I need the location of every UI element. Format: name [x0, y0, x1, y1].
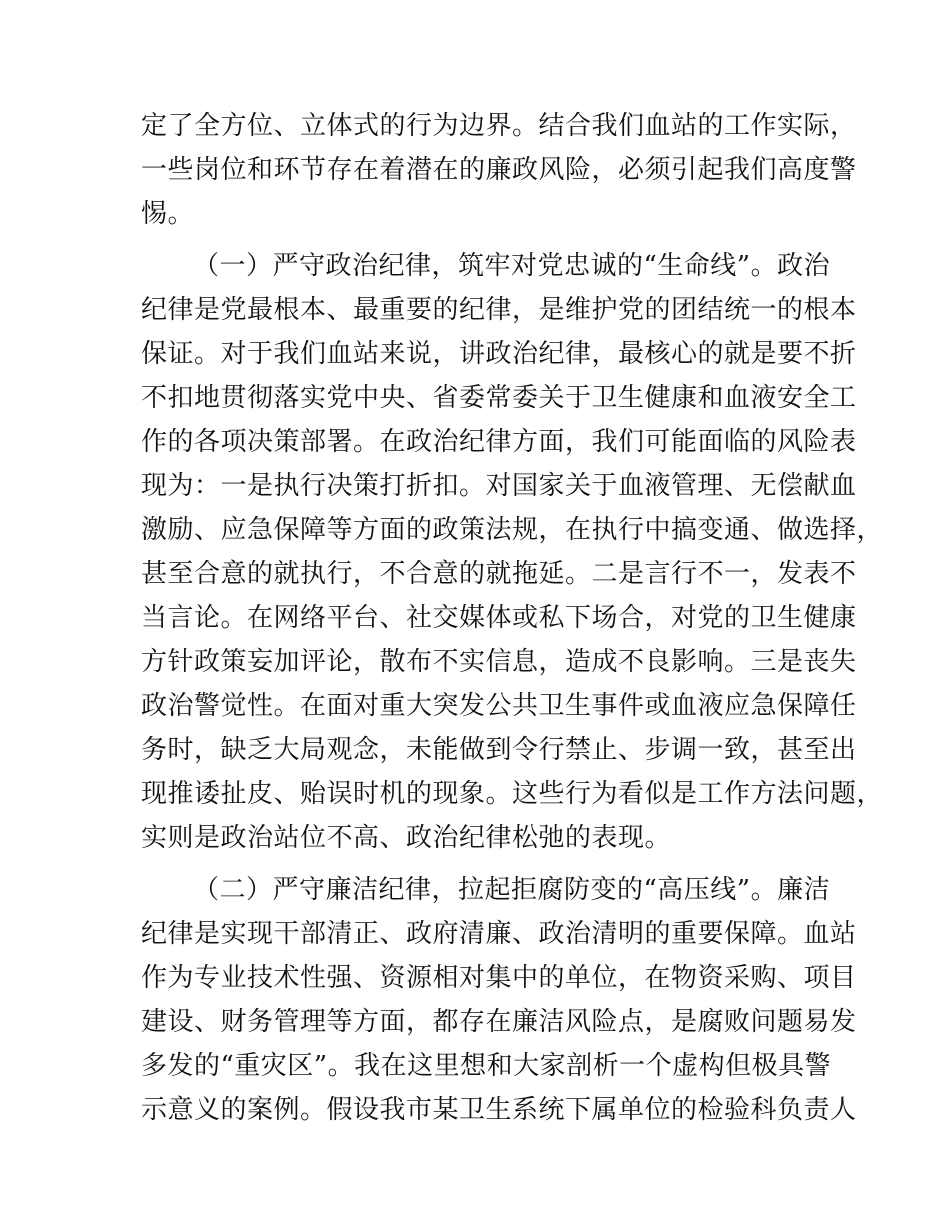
paragraph-start-line: （一）严守政治纪律，筑牢对党忠诚的“生命线”。政治	[193, 251, 831, 281]
text-line: 建设、财务管理等方面，都存在廉洁风险点，是腐败问题易发	[141, 1007, 857, 1037]
paragraph-start-line: （二）严守廉洁纪律，拉起拒腐防变的“高压线”。廉洁	[193, 875, 831, 905]
text-line: 惕。	[141, 199, 195, 229]
text-line: 一些岗位和环节存在着潜在的廉政风险，必须引起我们高度警	[141, 155, 857, 185]
text-line: 当言论。在网络平台、社交媒体或私下场合，对党的卫生健康	[141, 603, 857, 633]
text-line: 现为：一是执行决策打折扣。对国家关于血液管理、无偿献血	[141, 471, 857, 501]
text-line: 政治警觉性。在面对重大突发公共卫生事件或血液应急保障任	[141, 691, 857, 721]
text-line: 定了全方位、立体式的行为边界。结合我们血站的工作实际，	[141, 111, 857, 141]
text-line: 纪律是党最根本、最重要的纪律，是维护党的团结统一的根本	[141, 295, 857, 325]
text-line: 务时，缺乏大局观念，未能做到令行禁止、步调一致，甚至出	[141, 735, 857, 765]
text-line: 现推诿扯皮、贻误时机的现象。这些行为看似是工作方法问题，	[141, 779, 884, 809]
text-line: 作为专业技术性强、资源相对集中的单位，在物资采购、项目	[141, 963, 857, 993]
text-line: 多发的“重灾区”。我在这里想和大家剖析一个虚构但极具警	[141, 1051, 832, 1081]
text-line: 方针政策妄加评论，散布不实信息，造成不良影响。三是丧失	[141, 647, 857, 677]
text-line: 实则是政治站位不高、政治纪律松弛的表现。	[141, 823, 672, 853]
text-line: 激励、应急保障等方面的政策法规，在执行中搞变通、做选择，	[141, 515, 884, 545]
text-line: 不扣地贯彻落实党中央、省委常委关于卫生健康和血液安全工	[141, 383, 857, 413]
text-line: 作的各项决策部署。在政治纪律方面，我们可能面临的风险表	[141, 427, 857, 457]
text-line: 保证。对于我们血站来说，讲政治纪律，最核心的就是要不折	[141, 339, 857, 369]
text-line: 甚至合意的就执行，不合意的就拖延。二是言行不一，发表不	[141, 559, 857, 589]
text-line: 示意义的案例。假设我市某卫生系统下属单位的检验科负责人	[141, 1095, 857, 1125]
text-line: 纪律是实现干部清正、政府清廉、政治清明的重要保障。血站	[141, 919, 857, 949]
